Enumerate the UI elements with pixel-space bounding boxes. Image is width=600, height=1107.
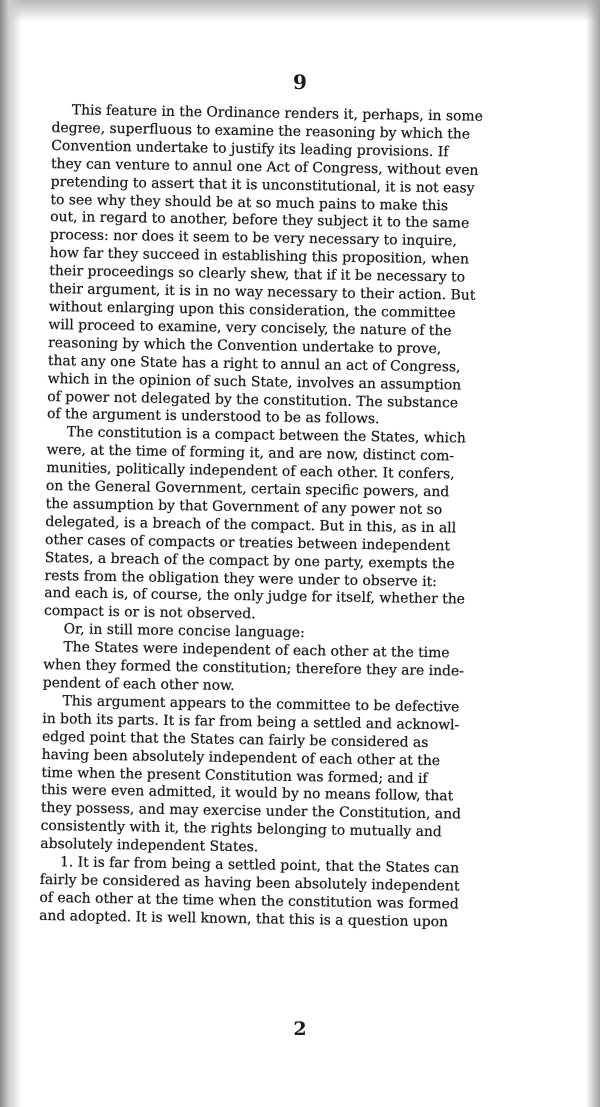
text-line: pendent of each other now. xyxy=(42,674,235,694)
text-line: in both its parts. It is far from being a settled and acknowl- xyxy=(42,710,460,734)
text-line: how far they succeed in establishing this proposition, when xyxy=(49,245,470,268)
text-line: fairly be considered as having been absolutely independent xyxy=(39,871,460,895)
text-line: were, at the time of forming it, and are now, distinct com- xyxy=(46,442,455,465)
text-line: which in the opinion of such State, involves an assumption xyxy=(47,370,462,394)
text-line: of each other at the time when the constitution was formed xyxy=(39,889,459,913)
text-line: on the General Government, certain specific powers, and xyxy=(45,477,450,501)
text-line: when they formed the constitution; therefore they are inde- xyxy=(43,657,465,680)
text-line: and each is, of course, the only judge for itself, whether the xyxy=(44,585,466,609)
text-line: degree, superfluous to examine the reasoning by which the xyxy=(51,119,471,143)
text-line: to see why they should be at so much pains to make this xyxy=(50,191,449,214)
text-line: consistently with it, the rights belonging to mutually and xyxy=(40,818,442,841)
text-line: other cases of compacts or treaties between independent xyxy=(44,531,451,555)
text-line: munities, politically independent of each other. It confers, xyxy=(46,460,455,483)
text-line: the assumption by that Government of any power not so xyxy=(45,495,443,519)
text-line: without enlarging upon this consideration, the committee xyxy=(48,298,456,322)
text-line: Convention undertake to justify its leading provisions. If xyxy=(51,137,449,161)
text-line: they can venture to annul one Act of Congress, without even xyxy=(50,155,479,179)
text-line: time when the present Constitution was formed; and if xyxy=(41,764,428,787)
text-line: they possess, and may exercise under the Constitution, and xyxy=(40,800,462,823)
text-line: out, in regard to another, before they subject it to the same xyxy=(50,209,470,233)
text-line: process: nor does it seem to be very necessary to inquire, xyxy=(49,227,457,250)
text-line: reasoning by which the Convention undertake to prove, xyxy=(48,334,442,357)
text-line: The States were independent of each other at the time xyxy=(63,639,450,662)
text-line: The constitution is a compact between the States, which xyxy=(66,424,466,447)
text-line: will proceed to examine, very concisely, the nature of the xyxy=(48,316,452,340)
text-line: of the argument is understood to be as follows. xyxy=(46,406,380,428)
text-line: This feature in the Ordinance renders it, perhaps, in some xyxy=(71,102,483,125)
text-line: Or, in still more concise language: xyxy=(63,621,305,642)
text-line: States, a breach of the compact by one party, exempts the xyxy=(44,549,455,573)
text-line: having been absolutely independent of each other at the xyxy=(41,746,441,769)
text-line: delegated, is a breach of the compact. But in this, as in all xyxy=(45,513,457,537)
text-line: this were even admitted, it would by no means follow, that xyxy=(41,782,454,805)
text-line: and adopted. It is well known, that this is a question upon xyxy=(39,907,449,931)
body-text xyxy=(39,102,494,933)
text-line: This argument appears to the committee to be defective xyxy=(62,693,460,716)
text-line: edged point that the States can fairly be considered as xyxy=(41,728,429,751)
text-line: compact is or is not observed. xyxy=(43,603,256,623)
text-line: of power not delegated by the constitution. The substance xyxy=(47,388,459,411)
text-line: pretending to assert that it is unconstitutional, it is not easy xyxy=(50,173,475,197)
text-line: their argument, it is in no way necessary to their action. But xyxy=(48,281,476,304)
scan-edge-left xyxy=(0,0,22,1107)
text-line: rests from the obligation they were under to observe it: xyxy=(44,567,437,590)
signature-mark: 2 xyxy=(293,1018,307,1040)
scan-edge-top xyxy=(0,0,600,22)
page-number: 9 xyxy=(293,70,307,94)
text-line: that any one State has a right to annul an act of Congress, xyxy=(47,352,461,376)
text-line: 1. It is far from being a settled point, that the States can xyxy=(59,854,460,877)
text-line: their proceedings so clearly shew, that if it be necessary to xyxy=(49,263,466,286)
scan-edge-right xyxy=(586,0,600,1107)
text-line: absolutely independent States. xyxy=(40,836,259,856)
